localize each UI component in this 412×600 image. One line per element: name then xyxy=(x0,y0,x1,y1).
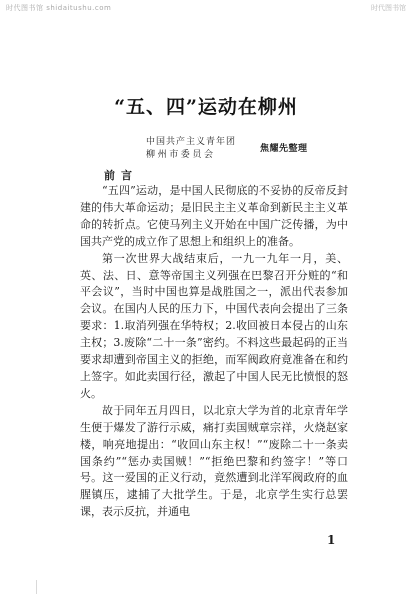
paragraph: “五四”运动，是中国人民彻底的不妥协的反帝反封建的伟大革命运动；是旧民主主义革命到新民主主义革命的转折点。它使马列主义开始在中国广泛传播，为中国共产党的成立作了思想上和组织上的准备。 xyxy=(80,184,348,248)
page-number: 1 xyxy=(327,533,336,547)
byline-organization-line2: 柳州市委员会 xyxy=(146,150,216,160)
byline xyxy=(146,136,236,162)
watermark-text: 时代图书馆 shidaitushu.com xyxy=(6,4,112,12)
paragraph: 故于同年五月四日，以北京大学为首的北京青年学生便于爆发了游行示威，痛打卖国贼章宗祥，火烧赵家楼，响亮地提出：“收回山东主权！”“废除二十一条卖国条约”“惩办卖国贼！”“拒绝巴黎和约签字！”等口号。这一爱国的正义行动，竟然遭到北洋军阀政府的血腥镇压，逮捕了大批学生。于是，北京学生实行总罢课，表示反抗，并通电 xyxy=(80,403,348,519)
watermark-text-right: 时代图书馆 xyxy=(371,4,406,12)
body-text xyxy=(80,183,348,521)
paragraph: 第一次世界大战结束后，一九一九年一月，美、英、法、日、意等帝国主义列强在巴黎召开分赃的“和平会议”，当时中国也算是战胜国之一，派出代表参加会议。在国内人民的压力下，中国代表向会提出了三条要求：1.取消列强在华特权；2.收回被日本侵占的山东主权；3.废除“二十一条”密约。不料这些最起码的正当要求却遭到帝国主义的拒绝，而军阀政府竟准备在和约上签字。如此卖国行径，激起了中国人民无比愤恨的怒火。 xyxy=(80,251,348,400)
byline-organization-line1: 中国共产主义青年团 xyxy=(146,137,237,147)
section-heading: 前言 xyxy=(104,169,138,182)
document-title: “五、四”运动在柳州 xyxy=(114,96,298,118)
byline-compiler: 焦耀先整理 xyxy=(260,144,308,154)
margin-mark xyxy=(36,580,37,594)
